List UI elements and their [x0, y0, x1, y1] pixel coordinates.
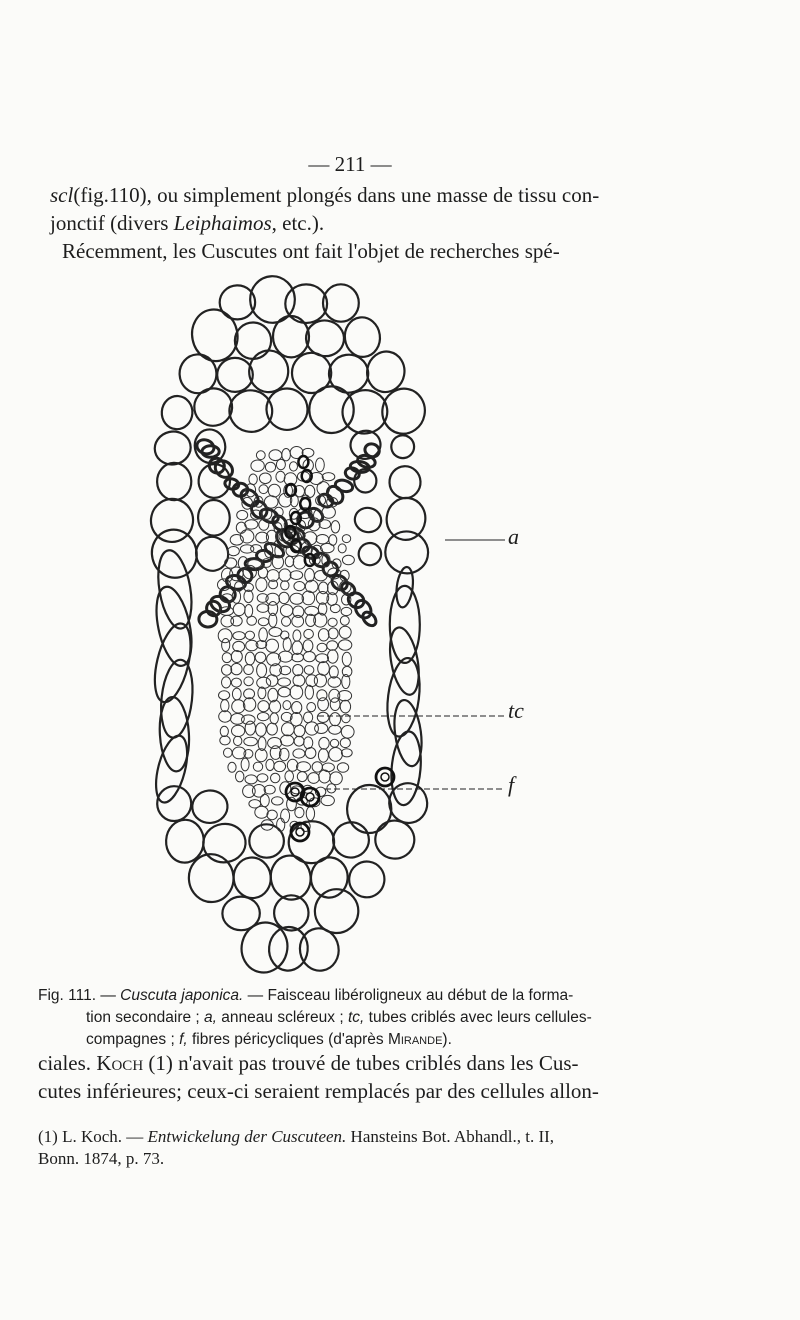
- phloem-cell: [231, 714, 245, 725]
- phloem-cell: [256, 451, 265, 460]
- phloem-cell: [304, 737, 313, 749]
- phloem-cell: [257, 663, 267, 677]
- phloem-cell: [244, 689, 255, 699]
- phloem-cell: [293, 630, 301, 641]
- phloem-cell: [340, 738, 350, 748]
- phloem-cell: [234, 736, 242, 745]
- phloem-cell: [294, 582, 305, 591]
- phloem-cell: [251, 460, 264, 471]
- parenchyma-cell: [330, 819, 372, 861]
- phloem-cell: [337, 763, 348, 772]
- phloem-cell: [327, 650, 338, 663]
- phloem-cell: [248, 559, 262, 568]
- phloem-cell: [269, 700, 280, 713]
- phloem-cell: [220, 726, 228, 736]
- abbr-scl: scl: [50, 183, 74, 207]
- parenchyma-cell: [383, 656, 424, 738]
- text-line-1: [50, 180, 626, 210]
- phloem-cell: [295, 807, 304, 817]
- phloem-cell: [285, 556, 294, 567]
- phloem-cell: [338, 544, 346, 553]
- phloem-cell: [321, 543, 335, 552]
- cell-drawing: [130, 272, 530, 982]
- phloem-cell: [290, 462, 298, 471]
- phloem-cell: [244, 737, 258, 746]
- phloem-cell: [268, 688, 278, 702]
- parenchyma-cell: [385, 625, 423, 697]
- parenchyma-cell: [157, 786, 192, 822]
- phloem-cell: [265, 462, 275, 472]
- parenchyma-cell: [323, 284, 359, 322]
- phloem-cell: [292, 702, 302, 714]
- parenchyma-cell: [285, 284, 327, 323]
- phloem-cell: [244, 665, 254, 675]
- phloem-cell: [221, 700, 229, 712]
- parenchyma-cell: [188, 305, 243, 365]
- phloem-cell: [270, 713, 278, 724]
- phloem-cell: [317, 690, 327, 701]
- phloem-cell: [283, 701, 291, 710]
- phloem-cell: [242, 715, 256, 724]
- phloem-cell: [233, 641, 245, 651]
- phloem-cell: [308, 773, 319, 784]
- phloem-cell: [255, 652, 266, 663]
- phloem-cell: [303, 652, 315, 662]
- phloem-cell: [253, 762, 262, 771]
- figure-cross-section: [130, 272, 530, 982]
- parenchyma-cell: [197, 499, 230, 536]
- caption-text: anneau scléreux ;: [216, 1009, 348, 1026]
- phloem-cell: [222, 639, 230, 652]
- phloem-cell: [259, 485, 268, 494]
- phloem-cell: [342, 714, 351, 723]
- caption-text: tubes criblés avec leurs cellules-: [364, 1009, 592, 1026]
- phloem-cell: [329, 725, 342, 734]
- parenchyma-cell: [389, 730, 424, 806]
- phloem-cell: [245, 721, 255, 735]
- label-f: f: [508, 772, 515, 797]
- phloem-cell: [257, 677, 271, 688]
- phloem-cell: [237, 510, 248, 519]
- phloem-cell: [256, 578, 267, 592]
- phloem-cell: [230, 567, 243, 581]
- phloem-cell: [292, 641, 302, 655]
- phloem-cell: [307, 703, 316, 712]
- phloem-cell: [222, 653, 231, 663]
- phloem-cell: [315, 571, 328, 581]
- phloem-cell: [245, 775, 257, 784]
- phloem-cell: [241, 758, 249, 771]
- phloem-cell: [279, 569, 291, 581]
- phloem-cell: [305, 685, 313, 699]
- phloem-cell: [232, 725, 245, 736]
- text-segment: (1) n'avait pas trouvé de tubes criblés dans les Cus-: [143, 1051, 579, 1075]
- phloem-cell: [305, 722, 318, 735]
- phloem-cell: [304, 629, 314, 638]
- phloem-cell: [231, 651, 242, 663]
- phloem-cell: [266, 759, 274, 770]
- phloem-cell: [276, 471, 285, 482]
- phloem-cell: [221, 615, 234, 627]
- phloem-cell: [283, 637, 291, 651]
- phloem-cell: [252, 785, 265, 798]
- phloem-cell: [224, 748, 233, 757]
- phloem-cell: [305, 748, 316, 759]
- phloem-cell: [304, 666, 314, 675]
- pericyclic-fibre: [291, 823, 309, 841]
- parenchyma-cell: [161, 395, 194, 430]
- phloem-cell: [233, 632, 245, 640]
- page-number: — 211 —: [308, 152, 392, 176]
- phloem-cell: [222, 677, 231, 688]
- parenchyma-cell: [231, 855, 273, 900]
- phloem-cell: [340, 616, 349, 625]
- parenchyma-cell: [217, 357, 253, 392]
- pericyclic-fibre-lumen: [296, 828, 304, 836]
- text-line-2: [50, 208, 626, 238]
- phloem-cell: [245, 520, 258, 529]
- phloem-cell: [251, 545, 262, 553]
- phloem-cell: [245, 652, 254, 665]
- phloem-cell: [244, 677, 253, 686]
- phloem-cell: [319, 737, 329, 749]
- phloem-cell: [278, 687, 290, 697]
- text-line-3: [62, 236, 626, 266]
- phloem-cell: [330, 698, 340, 711]
- phloem-cell: [330, 772, 343, 785]
- phloem-cell: [317, 643, 327, 651]
- phloem-cell: [259, 628, 268, 642]
- phloem-cell: [341, 607, 352, 615]
- author-koch: Koch: [96, 1051, 144, 1075]
- sclerenchyma-cell: [360, 610, 378, 629]
- text-line-5: [38, 1076, 628, 1106]
- phloem-cell: [330, 739, 338, 747]
- phloem-cell: [341, 726, 354, 739]
- phloem-cell: [268, 738, 282, 749]
- phloem-cell: [281, 581, 289, 590]
- parenchyma-cell: [193, 534, 231, 573]
- phloem-cell: [266, 639, 279, 652]
- parenchyma-cell: [389, 466, 421, 499]
- phloem-cell: [228, 762, 236, 772]
- phloem-cell: [293, 749, 305, 758]
- phloem-cell: [290, 571, 303, 580]
- parenchyma-cell: [342, 315, 382, 359]
- phloem-cell: [303, 640, 313, 652]
- phloem-cell: [260, 794, 269, 807]
- phloem-cell: [243, 698, 255, 711]
- phloem-cell: [328, 628, 338, 639]
- parenchyma-cell: [357, 541, 383, 567]
- sclerenchyma-cell: [344, 466, 361, 481]
- phloem-cell: [231, 678, 241, 687]
- phloem-cell: [257, 604, 269, 613]
- phloem-cell: [316, 535, 329, 544]
- caption-f: f,: [179, 1031, 188, 1048]
- caption-text: fibres péricycliques (d'après: [187, 1031, 388, 1048]
- label-a: a: [508, 524, 519, 549]
- phloem-cell: [219, 691, 230, 700]
- footnote: [38, 1126, 628, 1170]
- phloem-cell: [249, 474, 257, 485]
- genus-name: Leiphaimos: [173, 211, 272, 235]
- phloem-cell: [231, 616, 242, 626]
- phloem-cell: [281, 631, 289, 639]
- parenchyma-cell: [372, 818, 417, 862]
- phloem-cell: [258, 567, 267, 578]
- phloem-cell: [257, 774, 268, 782]
- phloem-cell: [315, 723, 328, 733]
- caption-text: ).: [442, 1031, 452, 1048]
- phloem-cell: [314, 674, 326, 687]
- phloem-cell: [277, 818, 285, 831]
- phloem-cell: [290, 593, 304, 604]
- phloem-cell: [293, 665, 303, 676]
- phloem-cell: [318, 749, 328, 763]
- phloem-cell: [272, 797, 284, 805]
- text-segment: Récemment, les Cuscutes ont fait l'objet de recherches spé-: [62, 239, 560, 263]
- phloem-cell: [258, 687, 266, 699]
- text-segment: ciales.: [38, 1051, 97, 1075]
- phloem-cell: [318, 698, 329, 711]
- phloem-cell: [264, 496, 278, 508]
- phloem-cell: [274, 761, 286, 771]
- phloem-cell: [232, 688, 241, 700]
- parenchyma-cell: [389, 433, 416, 460]
- phloem-cell: [305, 485, 315, 497]
- phloem-cell: [291, 786, 302, 794]
- phloem-cell: [280, 735, 293, 746]
- phloem-cell: [328, 618, 337, 626]
- phloem-cell: [256, 723, 267, 736]
- phloem-cell: [218, 629, 232, 643]
- phloem-cell: [282, 617, 291, 626]
- phloem-cell: [331, 521, 340, 533]
- phloem-cell: [339, 626, 351, 638]
- parenchyma-cell: [272, 316, 309, 358]
- parenchyma-cell: [352, 505, 384, 535]
- parenchyma-cell: [346, 784, 392, 834]
- phloem-cell: [257, 713, 269, 721]
- phloem-cell: [279, 592, 289, 603]
- caption-text: compagnes ;: [86, 1031, 180, 1048]
- text-segment: jonctif (divers: [50, 211, 174, 235]
- parenchyma-cell: [234, 322, 271, 359]
- phloem-cell: [245, 605, 253, 618]
- phloem-cell: [306, 807, 314, 821]
- phloem-cell: [268, 484, 280, 497]
- phloem-cell: [319, 520, 331, 529]
- phloem-cell: [247, 616, 257, 625]
- phloem-cell: [282, 449, 291, 461]
- phloem-cell: [330, 713, 341, 726]
- phloem-cell: [312, 762, 322, 772]
- caption-fig: Fig. 111. —: [38, 987, 121, 1004]
- phloem-cell: [276, 459, 285, 469]
- phloem-cell: [338, 640, 351, 650]
- parenchyma-cell: [381, 527, 432, 577]
- text-segment: , etc.).: [271, 211, 325, 235]
- footnote-text: (1) L. Koch. —: [38, 1127, 148, 1146]
- phloem-cell: [282, 723, 295, 736]
- phloem-cell: [342, 652, 351, 666]
- phloem-cell: [233, 603, 245, 615]
- phloem-cell: [219, 711, 232, 722]
- phloem-cell: [304, 712, 313, 723]
- text-line-4: [38, 1048, 628, 1078]
- figure-caption: [38, 985, 628, 1051]
- phloem-cell: [294, 725, 305, 737]
- phloem-cell: [228, 547, 240, 556]
- caption-a: a,: [204, 1009, 217, 1026]
- phloem-cell: [319, 770, 331, 783]
- caption-tc: tc,: [347, 1009, 365, 1026]
- caption-text: tion secondaire ;: [86, 1009, 205, 1026]
- caption-author: Mirande: [387, 1031, 443, 1048]
- phloem-cell: [318, 662, 330, 676]
- phloem-cell: [258, 701, 269, 712]
- phloem-cell: [267, 810, 277, 820]
- phloem-cell: [236, 771, 244, 782]
- phloem-cell: [342, 555, 354, 565]
- footnote-text: Hansteins Bot. Abhandl., t. II,: [346, 1127, 555, 1146]
- phloem-cell: [297, 762, 311, 772]
- caption-text: — Faisceau libéroligneux au début de la forma-: [243, 987, 574, 1004]
- text-segment: (fig.110), ou simplement plongés dans une masse de tissu con-: [73, 183, 600, 207]
- parenchyma-cell: [249, 824, 284, 857]
- parenchyma-cell: [347, 859, 387, 899]
- footnote-text: Bonn. 1874, p. 73.: [38, 1149, 165, 1168]
- phloem-cell: [297, 772, 307, 782]
- phloem-cell: [294, 736, 304, 746]
- phloem-cell: [281, 809, 290, 823]
- parenchyma-cell: [327, 352, 371, 395]
- phloem-cell: [259, 473, 271, 484]
- phloem-cell: [280, 605, 292, 617]
- phloem-cell: [269, 628, 282, 637]
- phloem-cell: [232, 700, 245, 713]
- phloem-cell: [316, 458, 325, 472]
- parenchyma-cell: [384, 495, 428, 542]
- phloem-cell: [327, 641, 338, 651]
- phloem-cell: [321, 795, 334, 805]
- phloem-cell: [317, 712, 329, 722]
- pericyclic-fibre-lumen: [381, 773, 389, 781]
- phloem-cell: [322, 473, 335, 481]
- phloem-cell: [318, 629, 329, 641]
- phloem-cell: [341, 749, 352, 757]
- phloem-cell: [327, 784, 336, 793]
- phloem-cell: [231, 663, 242, 674]
- parenchyma-cell: [191, 789, 229, 825]
- phloem-cell: [329, 748, 343, 762]
- footnote-title: Entwickelung der Cuscuteen.: [147, 1127, 347, 1146]
- phloem-cell: [342, 535, 350, 543]
- phloem-cell: [266, 675, 278, 687]
- phloem-cell: [222, 665, 232, 676]
- phloem-cell: [290, 685, 303, 699]
- phloem-cell: [330, 604, 340, 612]
- phloem-cell: [293, 675, 305, 687]
- caption-species: Cuscuta japonica.: [120, 987, 244, 1004]
- phloem-cell: [285, 771, 294, 782]
- text-segment: cutes inférieures; ceux-ci seraient remplacés par des cellules allon-: [38, 1079, 599, 1103]
- parenchyma-cell: [157, 462, 192, 500]
- phloem-cell: [340, 700, 350, 713]
- phloem-cell: [258, 618, 268, 626]
- phloem-cell: [255, 806, 268, 818]
- caption-line-2: [38, 1007, 628, 1029]
- phloem-cell: [278, 678, 291, 686]
- phloem-cell: [267, 723, 278, 735]
- phloem-cell: [271, 773, 280, 783]
- phloem-cell: [245, 631, 254, 639]
- phloem-cell: [279, 651, 293, 662]
- label-tc: tc: [508, 698, 524, 723]
- phloem-cell: [220, 736, 230, 745]
